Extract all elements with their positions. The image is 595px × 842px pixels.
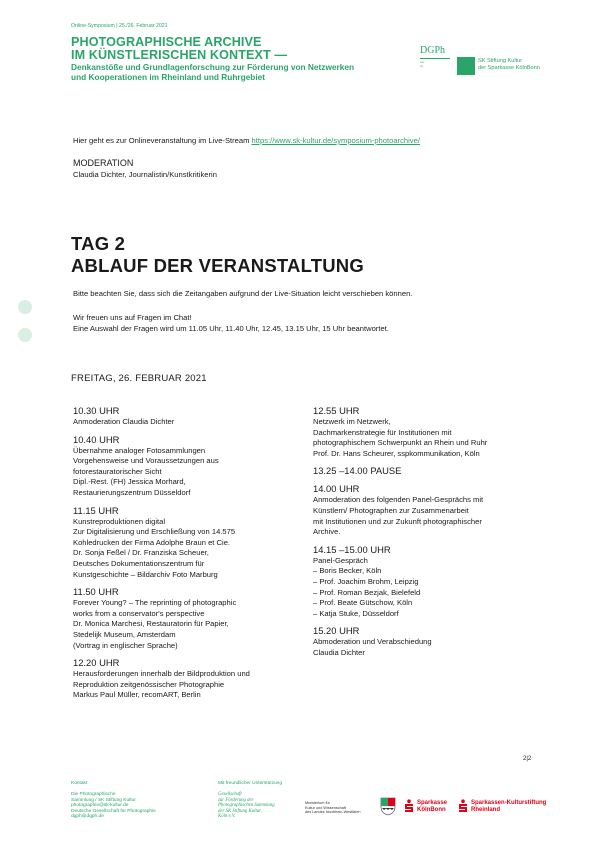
schedule-line: Dr. Monica Marchesi, Restauratorin für Papier,: [73, 619, 229, 629]
event-subtitle: [71, 63, 354, 82]
schedule-line: Netzwerk im Netzwerk,: [313, 417, 391, 426]
schedule-time: 12.55 UHR: [313, 405, 360, 416]
schedule-line: Stedelijk Museum, Amsterdam: [73, 629, 176, 639]
schedule-line: (Vortrag in englischer Sprache): [73, 640, 178, 650]
sparkasse-icon: [404, 799, 414, 813]
decorative-dot: [18, 328, 32, 342]
schedule-time: 14.00 UHR: [313, 483, 360, 495]
schedule-line: Übernahme analoger Fotosammlungen: [73, 445, 206, 455]
dgph-logo-rule: [420, 58, 450, 59]
decorative-dot: [18, 300, 32, 314]
sparkasse-line: KölnBonn: [417, 807, 446, 813]
moderation-name: Claudia Dichter, Journalistin/Kunstkritikerin: [73, 170, 217, 179]
schedule-line: – Prof. Roman Bezjak, Bielefeld: [313, 587, 421, 597]
schedule-entry: [313, 544, 538, 620]
schedule-line: mit Institutionen und zur Zukunft photographischer: [313, 516, 482, 526]
schedule-line: Anmoderation Claudia Dichter: [73, 417, 175, 426]
stream-link[interactable]: https://www.sk-kultur.de/symposium-photoarchive/: [251, 136, 420, 145]
schedule-entry: [313, 405, 538, 459]
schedule-line: works from a conservator's perspective: [73, 608, 205, 618]
schedule-line: Archive.: [313, 527, 341, 537]
schedule-entry: [73, 586, 298, 651]
questions-line: Wir freuen uns auf Fragen im Chat!: [73, 313, 192, 322]
society-logo-line: Köln e.V.: [218, 814, 236, 820]
schedule-time: 14.15 –15.00 UHR: [313, 543, 391, 555]
schedule-time: 13.25 –14.00 PAUSE: [313, 465, 402, 477]
timing-note: Bitte beachten Sie, dass sich die Zeitangaben aufgrund der Live-Situation leicht verschieben können.: [73, 289, 413, 298]
schedule-time: 10.30 UHR: [73, 405, 120, 416]
schedule-line: Claudia Dichter: [313, 647, 365, 657]
schedule-line: Markus Paul Müller, recomART, Berlin: [73, 690, 201, 700]
event-dateline: Online-Symposium | 25./26. Februar 2021: [71, 23, 168, 29]
footer-contact: [71, 781, 156, 820]
event-title: [71, 36, 287, 62]
dgph-logo-text: DGPh: [420, 45, 446, 56]
schedule-line: – Boris Becker, Köln: [313, 566, 382, 576]
schedule-line: fotorestauratorischer Sicht: [73, 466, 162, 476]
sparkassen-kulturstiftung-line: Rheinland: [471, 807, 501, 813]
sk-logo-line: der Sparkasse KölnBonn: [478, 64, 540, 71]
ministry-line: des Landes Nordrhein-Westfalen: [305, 810, 361, 814]
schedule-line: Abmoderation und Verabschiedung: [313, 637, 432, 647]
schedule-entry: [313, 483, 538, 537]
schedule-entry: [313, 625, 538, 658]
schedule-line: Kunstgeschichte – Bildarchiv Foto Marburg: [73, 569, 218, 579]
schedule-entry: [73, 405, 298, 428]
schedule-line: Restaurierungszentrum Düsseldorf: [73, 487, 191, 497]
event-subtitle-line: Denkanstöße und Grundlagenforschung zur Förderung von Netzwerken: [71, 62, 355, 72]
schedule-time: 10.40 UHR: [73, 433, 120, 445]
sparkassen-kulturstiftung-line: Sparkassen-Kulturstiftung: [471, 800, 547, 806]
society-logo-line: Gesellschaft: [218, 792, 242, 797]
schedule-line: Künstlern/ Photographen zur Zusammenarbeit: [313, 505, 469, 515]
ministry-line: Ministerium für: [305, 801, 330, 805]
schedule-line: Dr. Sonja Feßel / Dr. Franziska Scheuer,: [73, 548, 209, 558]
schedule-line: photographischem Schwerpunkt an Rhein und Ruhr: [313, 438, 488, 448]
ministry-logo: [305, 801, 360, 815]
event-date: FREITAG, 26. FEBRUAR 2021: [71, 373, 207, 384]
schedule-line: Kunstreproduktionen digital: [73, 516, 166, 526]
schedule-line: Vorgehensweise und Voraussetzungen aus: [73, 456, 219, 466]
footer-contact-label: Kontakt: [71, 781, 88, 786]
footer-contact-line: Deutsche Gesellschaft für Photographie: [71, 808, 156, 814]
day-heading: [71, 233, 364, 277]
schedule-line: Kohledrucken der Firma Adolphe Braun et Cie.: [73, 537, 231, 547]
society-logo-line: der SK Stiftung Kultur,: [218, 808, 262, 814]
schedule-line: Deutsches Dokumentationszentrum für: [73, 558, 205, 568]
schedule-line: – Katja Stuke, Düsseldorf: [313, 608, 399, 618]
event-title-line: PHOTOGRAPHISCHE ARCHIVE: [71, 35, 262, 49]
page-number: 2|2: [523, 756, 532, 762]
sk-logo-line: SK Stiftung Kultur: [478, 58, 523, 64]
sk-stiftung-logo-square: [457, 57, 475, 75]
day-heading-line: TAG 2: [71, 233, 126, 254]
schedule-line: Zur Digitalisierung und Erschließung von 14.575: [73, 527, 236, 537]
day-heading-line: ABLAUF DER VERANSTALTUNG: [71, 255, 364, 276]
society-logo-line: Photographischen Sammlung: [218, 803, 275, 809]
sparkassen-kulturstiftung-icon: [458, 799, 468, 813]
schedule-line: – Prof. Beate Gütschow, Köln: [313, 598, 413, 608]
stream-text: Hier geht es zur Onlineveranstaltung im Live-Stream: [73, 136, 252, 145]
sparkasse-logo-text: [417, 800, 447, 814]
questions-line: Eine Auswahl der Fragen wird um 11.05 Uhr, 11.40 Uhr, 12.45, 13.15 Uhr, 15 Uhr beantwortet.: [73, 323, 389, 333]
schedule-line: Prof. Dr. Hans Scheurer, sspkommunikation, Köln: [313, 448, 480, 458]
schedule-line: Anmoderation des folgenden Panel-Gesprächs mit: [313, 495, 484, 505]
schedule-line: Panel-Gespräch: [313, 555, 368, 565]
questions-note: [73, 313, 389, 334]
schedule-left-column: [73, 405, 298, 707]
schedule-entry: [73, 434, 298, 499]
schedule-time: 11.50 UHR: [73, 586, 119, 598]
society-logo-line: zur Förderung der: [218, 797, 254, 803]
sparkasse-line: Sparkasse: [417, 800, 448, 806]
sk-stiftung-logo-text: [478, 58, 540, 71]
schedule-entry: [73, 657, 298, 701]
ministry-line: Kultur und Wissenschaft: [305, 805, 346, 810]
schedule-line: Herausforderungen innerhalb der Bildproduktion und: [73, 669, 250, 679]
footer-contact-email[interactable]: photographie@sk-kultur.de: [71, 803, 129, 809]
schedule-line: Forever Young? – The reprinting of photographic: [73, 598, 237, 608]
schedule-time: 15.20 UHR: [313, 625, 360, 637]
footer-contact-line: Die Photographische: [71, 792, 116, 797]
schedule-line: Dachmarkenstrategie für Institutionen mit: [313, 427, 452, 437]
footer-support: [218, 781, 282, 820]
schedule-time: 12.20 UHR: [73, 657, 120, 669]
schedule-line: – Prof. Joachim Brohm, Leipzig: [313, 576, 419, 586]
footer-contact-line: Sammlung / SK Stiftung Kultur: [71, 797, 136, 803]
schedule-entry: [313, 465, 538, 477]
footer-support-label: Mit freundlicher Unterstützung: [218, 781, 282, 786]
schedule-time: 11.15 UHR: [73, 504, 119, 516]
dgph-logo-small: ▪▪▪▪ ▪▪▪: [420, 60, 425, 68]
schedule-entry: [73, 505, 298, 581]
footer-contact-email[interactable]: dgph@dgph.de: [71, 814, 104, 820]
schedule-right-column: [313, 405, 538, 665]
nrw-coat-of-arms-icon: [380, 797, 396, 816]
event-subtitle-line: und Kooperationen im Rheinland und Ruhrgebiet: [71, 71, 266, 82]
stream-paragraph: [73, 136, 420, 147]
event-title-line: IM KÜNSTLERISCHEN KONTEXT —: [71, 48, 288, 62]
dgph-logo: [420, 45, 450, 68]
sparkassen-kulturstiftung-text: [471, 800, 546, 814]
moderation-label: MODERATION: [73, 158, 134, 168]
schedule-line: Dipl.-Rest. (FH) Jessica Morhard,: [73, 477, 186, 487]
schedule-line: Reproduktion zeitgenössischer Photographie: [73, 679, 225, 689]
